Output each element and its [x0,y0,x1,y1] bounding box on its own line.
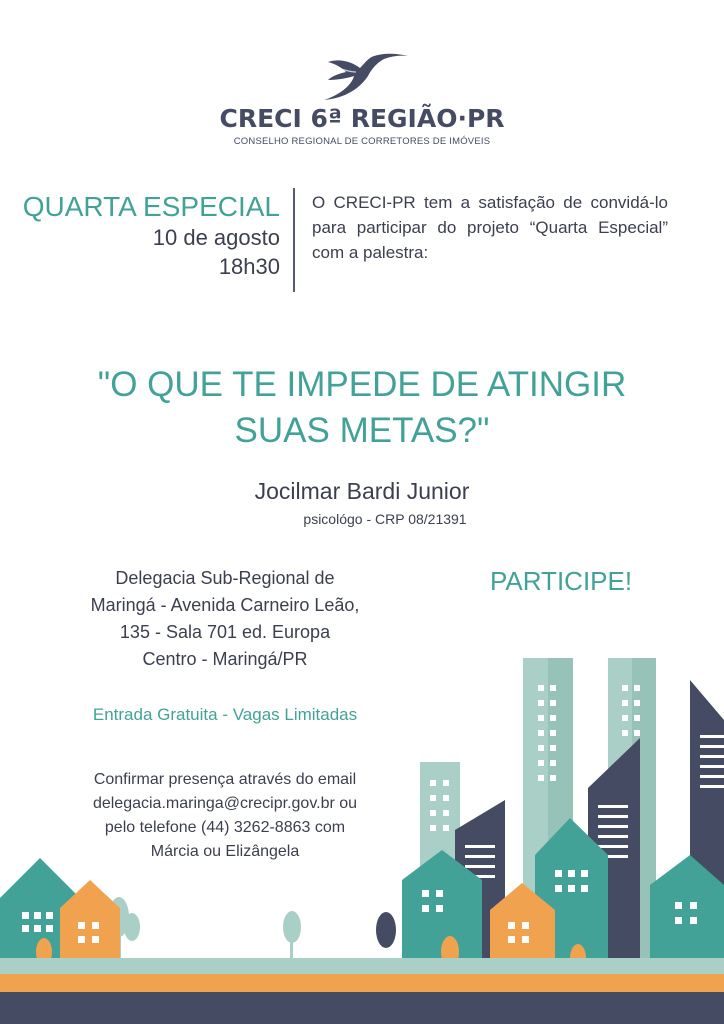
address-line-3: 135 - Sala 701 ed. Europa [119,622,331,642]
rsvp-line-1: Confirmar presença através do email [93,771,357,788]
intro-text: O CRECI-PR tem a satisfação de convidá-lo para participar do projeto “Quarta Especial” com a palestra: [312,193,668,262]
participate-callout: PARTICIPE! [490,566,633,596]
speaker-name: Jocilmar Bardi Junior [254,478,470,504]
rsvp-contacts: Márcia ou Elizângela [150,843,300,860]
event-title: QUARTA ESPECIAL [22,191,280,222]
rsvp-email: delegacia.maringa@crecipr.gov.br ou [92,795,358,812]
vertical-divider [293,188,295,292]
event-time: 18h30 [218,254,280,279]
talk-title-line-1: "O QUE TE IMPEDE DE ATINGIR [97,365,627,404]
hummingbird-logo-icon [312,50,412,106]
speaker-role: psicológo - CRP 08/21391 [303,511,467,527]
address-line-4: Centro - Maringá/PR [142,649,308,669]
city-skyline-illustration [0,640,724,1024]
event-date: 10 de agosto [152,225,280,250]
address-line-2: Maringá - Avenida Carneiro Leão, [90,595,360,615]
talk-title-line-2: SUAS METAS?" [234,411,490,450]
talk-title [0,362,724,454]
event-info [23,190,280,282]
address-line-1: Delegacia Sub-Regional de [115,568,335,588]
logo-subtitle: CONSELHO REGIONAL DE CORRETORES DE IMÓVEIS [233,136,491,147]
rsvp-phone: pelo telefone (44) 3262-8863 com [104,819,346,836]
free-entry-note: Entrada Gratuita - Vagas Limitadas [92,705,358,724]
logo-title: CRECI 6ª REGIÃO·PR [219,104,505,133]
